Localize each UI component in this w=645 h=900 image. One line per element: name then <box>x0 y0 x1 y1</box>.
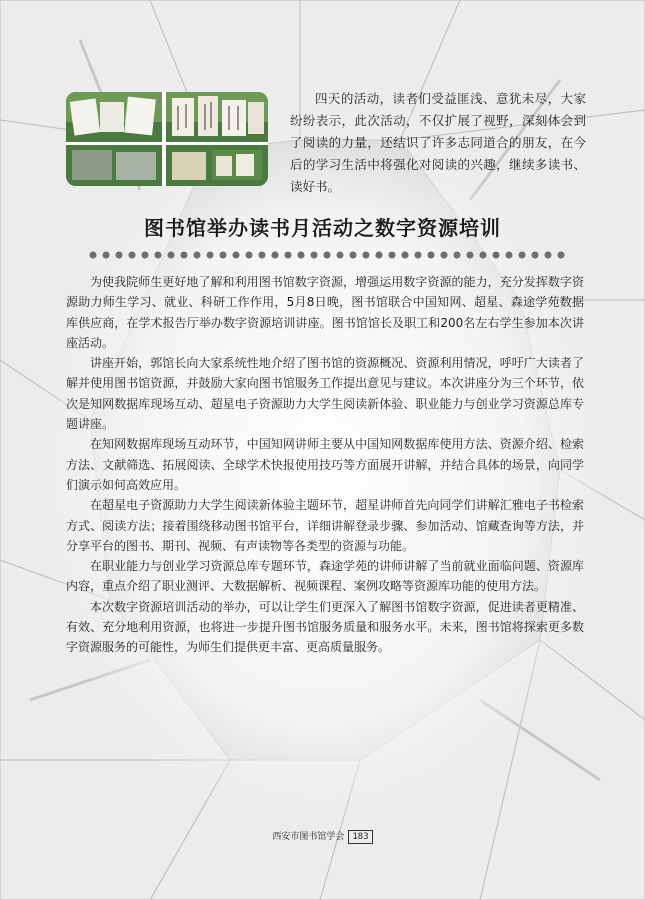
journal-name: 西安市图书馆学会 <box>272 832 345 842</box>
body-paragraph: 在知网数据库现场互动环节，中国知网讲师主要从中国知网数据库使用方法、资源介绍、检索方法、文献筛选、拓展阅读、全球学术快报使用技巧等方面展开讲解，并结合具体的场景，向同学们演示如何高效应用。 <box>66 437 584 492</box>
body-paragraph: 为使我院师生更好地了解和利用图书馆数字资源，增强运用数字资源的能力，充分发挥数字资源助力师生学习、就业、科研工作作用，5月8日晚，图书馆联合中国知网、超星、森途学苑数据库供应商，在学术报告厅举办数字资源培训讲座。图书馆馆长及职工和200名左右学生参加本次讲座活动。 <box>66 275 584 350</box>
article-title: 图书馆举办读书月活动之数字资源培训 <box>144 216 501 240</box>
intro-text-block <box>290 88 586 198</box>
body-paragraph: 在超星电子资源助力大学生阅读新体验主题环节，超星讲师首先向同学们讲解汇雅电子书检索方式、阅读方法；接着围绕移动图书馆平台，详细讲解登录步骤、参加活动、馆藏查询等方法，并分享平台的图书、期刊、视频、有声读物等各类型的资源与功能。 <box>66 498 584 553</box>
intro-paragraph: 四天的活动，读者们受益匪浅、意犹未尽，大家纷纷表示，此次活动，不仅扩展了视野，深刻体会到了阅读的力量，还结识了许多志同道合的朋友，在今后的学习生活中将强化对阅读的兴趣，继续多读书、读好书。 <box>290 91 586 194</box>
dot-divider <box>88 250 568 260</box>
page-number: 183 <box>348 830 372 844</box>
body-paragraph: 本次数字资源培训活动的举办，可以让学生们更深入了解图书馆数字资源，促进读者更精准、有效、充分地利用资源，也将进一步提升图书馆服务质量和服务水平。未来，图书馆将探索更多数字资源服务的可能性，为师生们提供更丰富、更高质量服务。 <box>66 599 584 655</box>
event-photo <box>66 92 268 186</box>
article-body <box>66 272 584 658</box>
page-footer <box>0 829 645 844</box>
body-paragraph: 讲座开始，郭馆长向大家系统性地介绍了图书馆的资源概况、资源利用情况，呼吁广大读者了解并使用图书馆资源，并鼓励大家向图书馆服务工作提出意见与建议。本次讲座分为三个环节，依次是知网数据库现场互动、超星电子资源助力大学生阅读新体验、职业能力与创业学习资源总库专题讲座。 <box>66 356 584 432</box>
body-paragraph: 在职业能力与创业学习资源总库专题环节，森途学苑的讲师讲解了当前就业面临问题、资源库内容，重点介绍了职业测评、大数据解析、视频课程、案例攻略等资源库功能的使用方法。 <box>66 559 584 594</box>
